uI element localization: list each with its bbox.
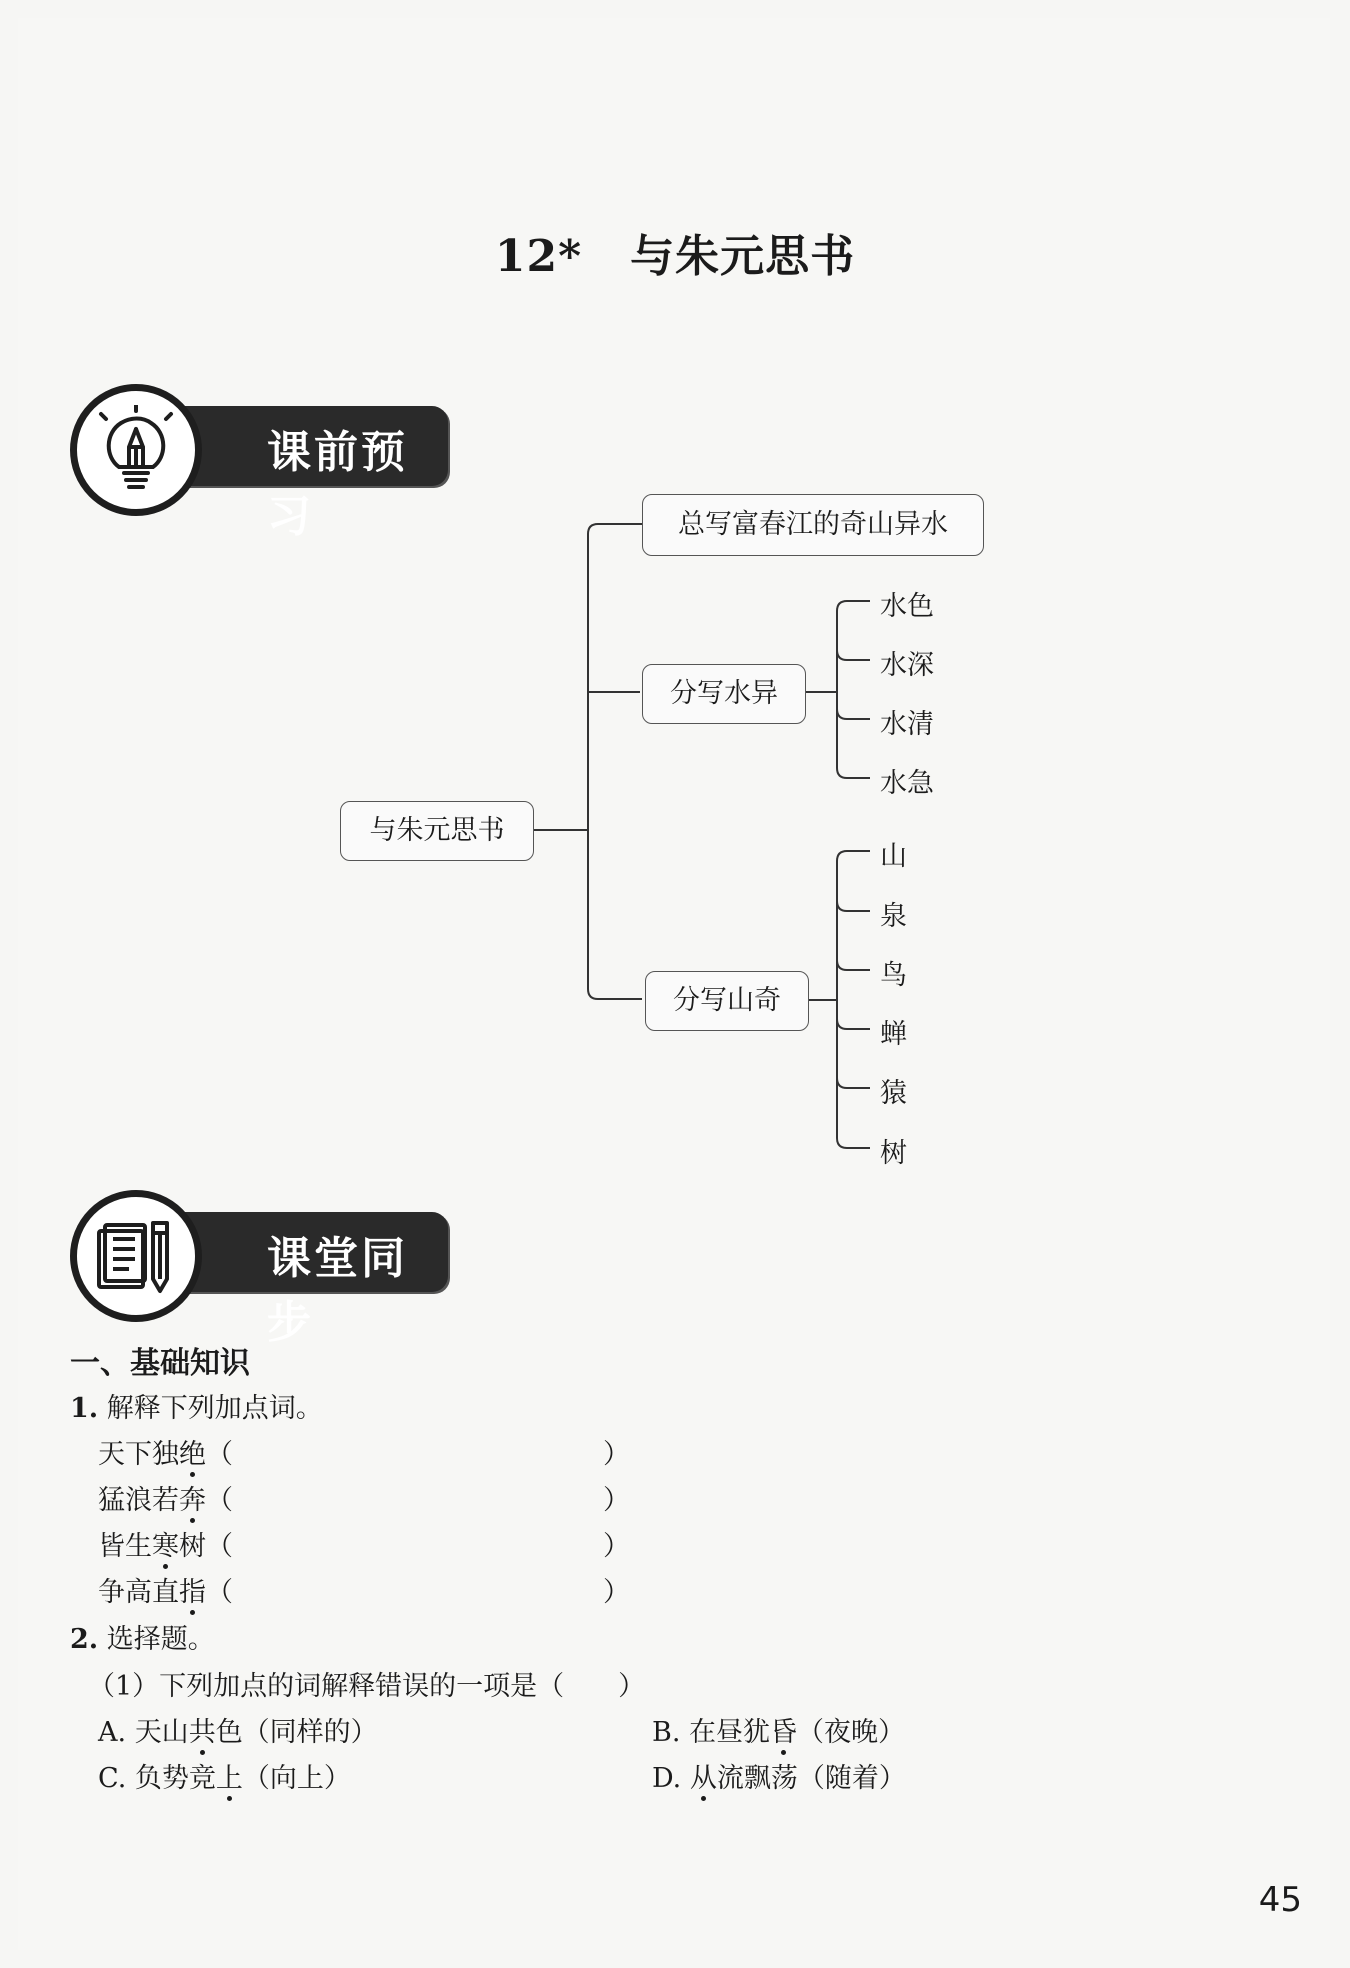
mountain-leaf-cicada: 蝉	[880, 1019, 907, 1050]
q1-item-text: 天下独	[98, 1439, 179, 1470]
water-leaf-color: 水色	[880, 591, 934, 622]
q1-prompt	[70, 1386, 323, 1425]
mountain-leaf-spring: 泉	[880, 901, 907, 932]
option-c	[98, 1756, 351, 1795]
mindmap-mountain-node: 分写山奇	[645, 971, 809, 1031]
q1-dotted-word: 指	[179, 1570, 206, 1609]
mindmap-root: 与朱元思书	[340, 801, 534, 861]
option-d	[652, 1756, 906, 1795]
q2-sub1: （1）下列加点的词解释错误的一项是（ ）	[88, 1671, 646, 1702]
option-text: 在昼犹	[689, 1717, 771, 1748]
q1-dotted-word: 寒	[152, 1524, 179, 1563]
q2-prompt	[70, 1617, 215, 1656]
option-text: 天山	[134, 1717, 189, 1748]
mindmap-summary-node: 总写富春江的奇山异水	[642, 494, 984, 556]
classroom-section-badge	[70, 1190, 408, 1348]
q1-prompt-text: 解释下列加点词。	[106, 1393, 323, 1424]
answer-blank-close: ）	[603, 1439, 630, 1470]
option-label: B.	[652, 1717, 681, 1748]
answer-blank-close: ）	[603, 1577, 630, 1608]
water-leaf-depth: 水深	[880, 650, 934, 681]
option-text-after: （夜晚）	[797, 1717, 906, 1748]
mountain-leaf-bird: 鸟	[880, 960, 907, 991]
book-pencil-icon	[70, 1190, 202, 1322]
option-dotted-word: 从	[690, 1756, 717, 1795]
preview-section-title: 课前预习	[267, 427, 408, 542]
option-a	[98, 1710, 378, 1749]
q1-item-text: 争高直	[98, 1577, 179, 1608]
option-text-after: （向上）	[242, 1763, 351, 1794]
lesson-name: 与朱元思书	[630, 231, 856, 282]
mindmap-water-node: 分写水异	[642, 664, 806, 724]
water-leaf-rapid: 水急	[880, 768, 934, 799]
classroom-section-title: 课堂同步	[267, 1233, 408, 1348]
lesson-number: 12*	[494, 231, 583, 282]
q1-item: 争高直指（	[98, 1570, 233, 1609]
answer-blank-close: ）	[603, 1531, 630, 1562]
q1-dotted-word: 绝	[179, 1432, 206, 1471]
q1-dotted-word: 奔	[179, 1478, 206, 1517]
option-b	[652, 1710, 905, 1749]
water-leaf-clear: 水清	[880, 709, 934, 740]
q1-item: 皆生寒树（	[98, 1524, 233, 1563]
q2-prompt-text: 选择题。	[106, 1624, 215, 1655]
q1-item: 天下独绝（	[98, 1432, 233, 1471]
option-dotted-word: 昏	[770, 1710, 797, 1749]
option-dotted-word: 共	[189, 1710, 216, 1749]
page-number: 45	[1258, 1880, 1302, 1920]
q2-number: 2.	[70, 1624, 99, 1655]
part1-heading: 一、基础知识	[70, 1346, 250, 1381]
option-text-after: 色（同样的）	[215, 1717, 378, 1748]
q1-number: 1.	[70, 1393, 99, 1424]
mountain-leaf-tree: 树	[880, 1138, 907, 1169]
answer-blank-close: ）	[603, 1485, 630, 1516]
q1-item-text: 猛浪若	[98, 1485, 179, 1516]
q1-item-text-after: 树	[179, 1531, 206, 1562]
option-label: A.	[98, 1717, 127, 1748]
mountain-leaf-ape: 猿	[880, 1078, 907, 1109]
option-dotted-word: 上	[216, 1756, 243, 1795]
option-text: 负势竞	[134, 1763, 216, 1794]
q1-item-text: 皆生	[98, 1531, 152, 1562]
option-label: C.	[98, 1763, 127, 1794]
q1-item: 猛浪若奔（	[98, 1478, 233, 1517]
option-text-after: 流飘荡（随着）	[716, 1763, 906, 1794]
mountain-leaf-mountain: 山	[880, 841, 907, 872]
classroom-section-bar	[165, 1212, 448, 1348]
option-label: D.	[652, 1763, 682, 1794]
